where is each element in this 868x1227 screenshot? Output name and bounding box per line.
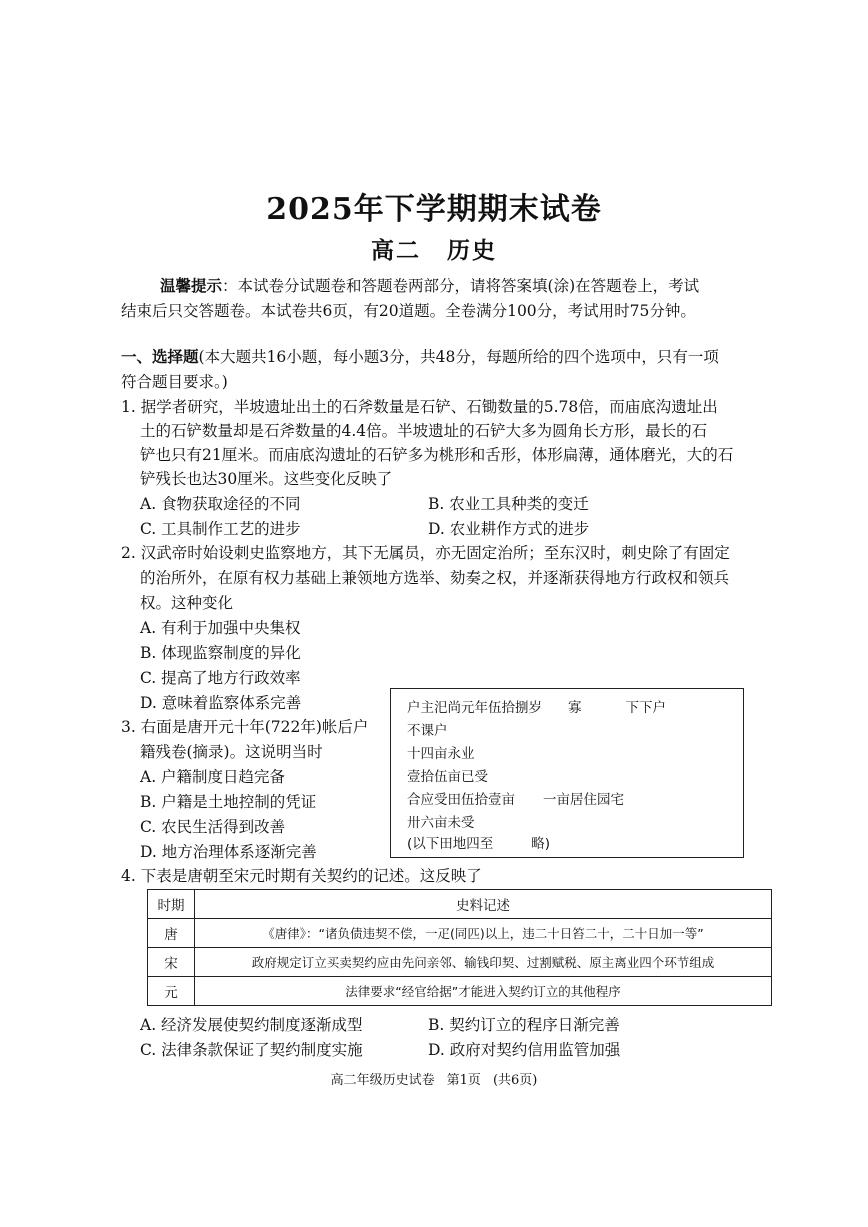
table-row (148, 919, 772, 948)
footer-total: (共6页) (492, 1073, 538, 1088)
section-heading: 一、选择题(本大题共16小题，每小题3分，共48分，每题所给的四个选项中，只有一项 (121, 347, 719, 366)
q3-option-b[interactable]: B. 户籍是土地控制的凭证 (140, 793, 317, 811)
subtitle-subject: 历史 (447, 237, 497, 264)
table-cell-record: 《唐律》：“诸负债违契不偿，一疋(同匹)以上，违二十日笞二十，二十日加一等” (195, 919, 772, 948)
table-row (148, 977, 772, 1006)
notice-label: 温馨提示 (160, 276, 223, 295)
register-line-4: 壹拾伍亩已受 (407, 769, 488, 785)
q1-stem-line-1: 1. 据学者研究，半坡遗址出土的石斧数量是石铲、石锄数量的5.78倍，而庙底沟遗址出 (121, 398, 718, 416)
q4-option-a[interactable]: A. 经济发展使契约制度逐渐成型 (140, 1016, 363, 1034)
q1-stem-line-4: 铲残长也达30厘米。这些变化反映了 (140, 470, 393, 488)
q2-stem-line-1: 2. 汉武帝时始设刺史监察地方，其下无属员，亦无固定治所；至东汉时，刺史除了有固定 (121, 544, 730, 562)
q1-option-d[interactable]: D. 农业耕作方式的进步 (428, 520, 590, 538)
q2-stem-line-2: 的治所外，在原有权力基础上兼领地方选举、劾奏之权，并逐渐获得地方行政权和领兵 (140, 569, 730, 587)
table-cell-record: 法律要求“经官给据”才能进入契约订立的其他程序 (195, 977, 772, 1006)
page-footer (0, 1069, 868, 1088)
exam-title: 2025年下学期期末试卷 (266, 192, 602, 227)
q4-stem: 4. 下表是唐朝至宋元时期有关契约的记述。这反映了 (121, 867, 482, 885)
q1-option-c[interactable]: C. 工具制作工艺的进步 (140, 520, 301, 538)
table-cell-period: 宋 (148, 948, 195, 977)
q3-stem-line-2: 籍残卷(摘录)。这说明当时 (140, 743, 323, 761)
register-line-1: 户主汜尚元年伍拾捌岁 寡 下下户 (407, 700, 666, 716)
register-line-5: 合应受田伍拾壹亩 一亩居住园宅 (407, 792, 624, 808)
section-label: 一、选择题 (121, 347, 199, 366)
q1-stem-line-2: 土的石铲数量却是石斧数量的4.4倍。半坡遗址的石铲大多为圆角长方形，最长的石 (140, 422, 708, 440)
q2-option-b[interactable]: B. 体现监察制度的异化 (140, 644, 301, 662)
q4-option-d[interactable]: D. 政府对契约信用监管加强 (428, 1041, 621, 1059)
q4-option-c[interactable]: C. 法律条款保证了契约制度实施 (140, 1041, 363, 1059)
exam-subtitle (0, 232, 868, 265)
q3-option-c[interactable]: C. 农民生活得到改善 (140, 818, 286, 836)
register-line-3: 十四亩永业 (407, 746, 475, 762)
q3-option-a[interactable]: A. 户籍制度日趋完备 (140, 768, 286, 786)
notice-line-1: 温馨提示：本试卷分试题卷和答题卷两部分，请将答案填(涂)在答题卷上，考试 (160, 276, 700, 295)
q3-option-d[interactable]: D. 地方治理体系逐渐完善 (140, 843, 317, 861)
section-instruction-line-2: 符合题目要求。) (121, 373, 228, 391)
footer-paper: 高二年级历史试卷 (330, 1073, 435, 1088)
contract-records-table (147, 889, 772, 1006)
table-cell-record: 政府规定订立买卖契约应由先问亲邻、输钱印契、过割赋税、原主离业四个环节组成 (195, 948, 772, 977)
table-cell-period: 唐 (148, 919, 195, 948)
register-line-2: 不课户 (407, 723, 448, 739)
register-line-6: 卅六亩未受 (407, 815, 475, 831)
q4-option-b[interactable]: B. 契约订立的程序日渐完善 (428, 1016, 620, 1034)
q2-option-d[interactable]: D. 意味着监察体系完善 (140, 694, 302, 712)
table-row (148, 948, 772, 977)
footer-page: 第1页 (446, 1073, 481, 1088)
table-cell-period: 元 (148, 977, 195, 1006)
subtitle-grade: 高二 (371, 237, 421, 264)
q2-stem-line-3: 权。这种变化 (140, 594, 234, 612)
q1-option-b[interactable]: B. 农业工具种类的变迁 (428, 495, 589, 513)
q1-option-a[interactable]: A. 食物获取途径的不同 (140, 495, 301, 513)
q2-option-a[interactable]: A. 有利于加强中央集权 (140, 619, 301, 637)
register-line-7: (以下田地四至 略) (407, 836, 551, 852)
q3-stem-line-1: 3. 右面是唐开元十年(722年)帐后户 (121, 718, 369, 736)
table-header-row (148, 890, 772, 919)
q2-option-c[interactable]: C. 提高了地方行政效率 (140, 669, 301, 687)
table-header-record: 史料记述 (195, 890, 772, 919)
household-register-excerpt (390, 688, 744, 858)
table-header-period: 时期 (148, 890, 195, 919)
notice-line-2: 结束后只交答题卷。本试卷共6页，有20道题。全卷满分100分，考试用时75分钟。 (121, 302, 696, 320)
q1-stem-line-3: 铲也只有21厘米。而庙底沟遗址的石铲多为桃形和舌形，体形扁薄，通体磨光，大的石 (140, 446, 734, 464)
